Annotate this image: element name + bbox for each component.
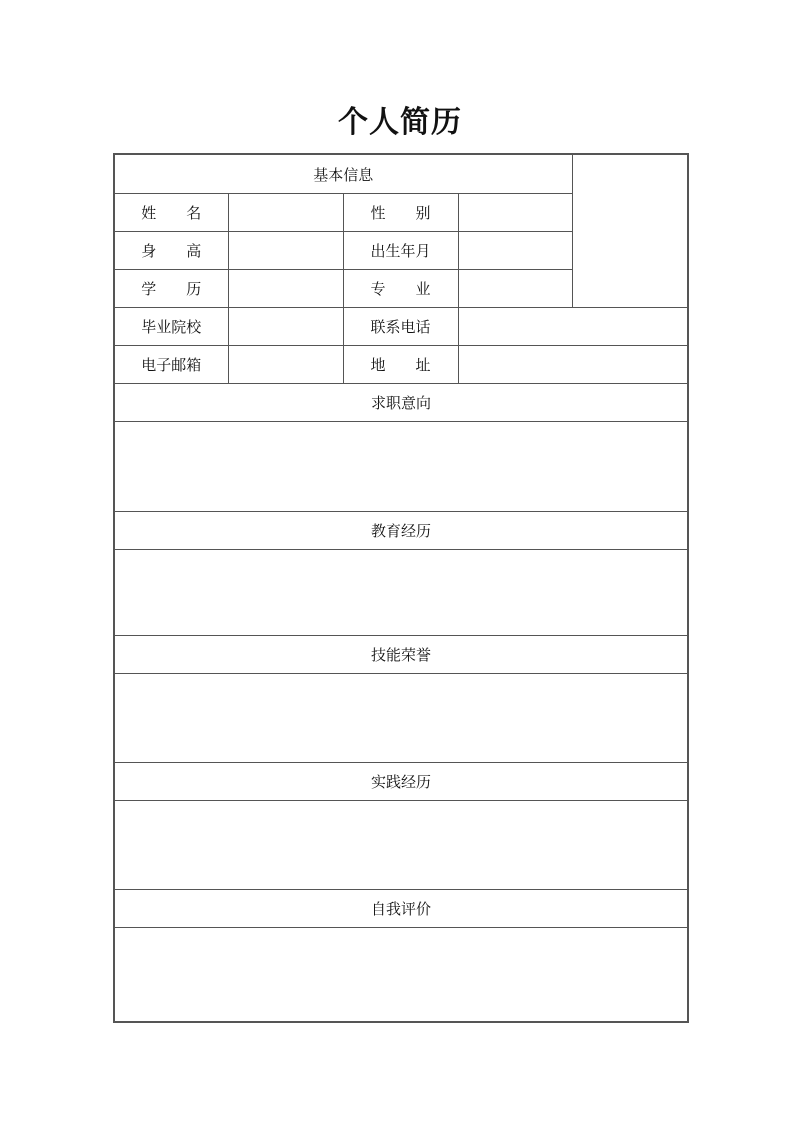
label-email: 电子邮箱 <box>114 346 228 384</box>
section-header-job-intention: 求职意向 <box>114 384 688 422</box>
label-phone: 联系电话 <box>343 308 458 346</box>
field-name[interactable] <box>228 194 343 232</box>
section-header-practice: 实践经历 <box>114 763 688 801</box>
section-body-education[interactable] <box>114 550 688 636</box>
label-height: 身 高 <box>114 232 228 270</box>
label-education: 学 历 <box>114 270 228 308</box>
field-height[interactable] <box>228 232 343 270</box>
label-birth-date: 出生年月 <box>343 232 458 270</box>
label-major: 专 业 <box>343 270 458 308</box>
label-gender: 性 别 <box>343 194 458 232</box>
label-school: 毕业院校 <box>114 308 228 346</box>
field-phone[interactable] <box>458 308 688 346</box>
field-birth-date[interactable] <box>458 232 572 270</box>
section-body-skills-honors[interactable] <box>114 674 688 763</box>
section-body-practice[interactable] <box>114 801 688 890</box>
field-education[interactable] <box>228 270 343 308</box>
section-header-skills-honors: 技能荣誉 <box>114 636 688 674</box>
field-gender[interactable] <box>458 194 572 232</box>
page-title: 个人简历 <box>338 105 462 140</box>
field-address[interactable] <box>458 346 688 384</box>
section-header-self-evaluation: 自我评价 <box>114 890 688 928</box>
field-school[interactable] <box>228 308 343 346</box>
section-header-education: 教育经历 <box>114 512 688 550</box>
basic-info-header: 基本信息 <box>114 154 572 194</box>
section-body-job-intention[interactable] <box>114 422 688 512</box>
field-email[interactable] <box>228 346 343 384</box>
label-address: 地 址 <box>343 346 458 384</box>
resume-table <box>113 153 689 1023</box>
label-name: 姓 名 <box>114 194 228 232</box>
section-body-self-evaluation[interactable] <box>114 928 688 1023</box>
field-major[interactable] <box>458 270 572 308</box>
photo-box[interactable] <box>572 154 688 308</box>
